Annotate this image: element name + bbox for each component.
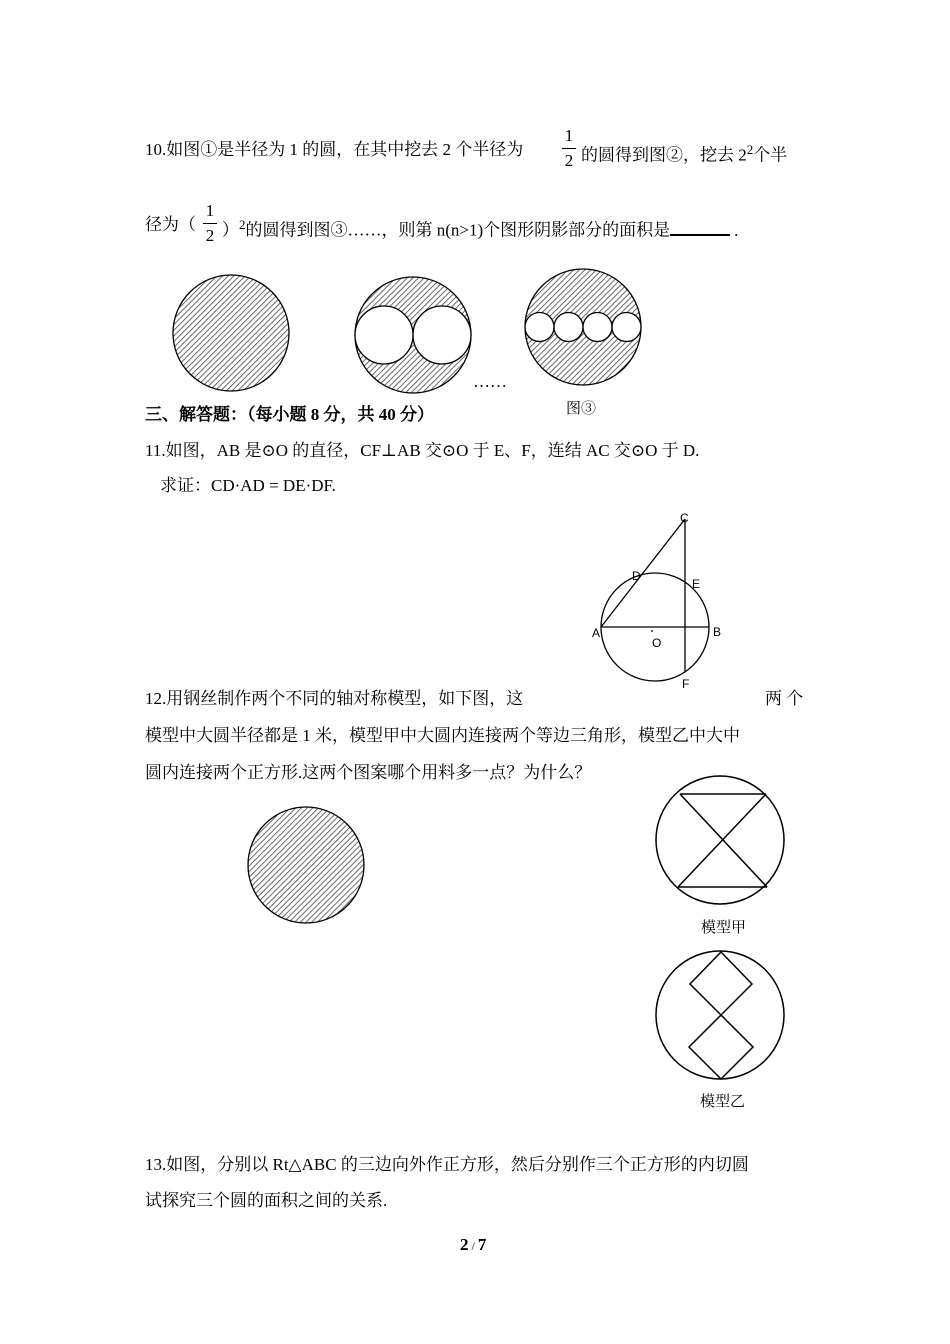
q11-label-b: B (713, 625, 722, 639)
fraction-numerator: 1 (205, 201, 215, 220)
model-b-figure (656, 951, 784, 1079)
q10-fig3-caption: 图③ (566, 401, 597, 417)
fraction-denominator: 2 (564, 151, 574, 170)
q10-line1-superscript: 2 (746, 142, 754, 157)
q10-fraction-half-2 (203, 201, 217, 246)
q11-line2: 求证：CD·AD = DE·DF. (160, 476, 336, 495)
q10-line2-superscript: 2 (239, 217, 246, 232)
q10-ellipsis: …… (473, 372, 507, 391)
section-3-heading: 三、解答题：（每小题 8 分，共 40 分） (145, 405, 434, 424)
q10-line2-text-b: ） (222, 220, 239, 240)
page-separator: / (468, 1239, 478, 1253)
q10-line2-tail (222, 214, 738, 242)
q13-line2: 试探究三个圆的面积之间的关系. (145, 1191, 388, 1210)
fraction-bar (562, 148, 576, 149)
fraction-denominator: 2 (205, 226, 215, 245)
q12-line2: 模型中大圆半径都是 1 米，模型甲中大圆内连接两个等边三角形，模型乙中大中 (145, 726, 740, 745)
q12-line1-b: 两 个 (765, 689, 804, 708)
fraction-numerator: 1 (564, 126, 574, 145)
q11-label-o: O (652, 636, 662, 650)
q11-label-e: E (692, 577, 701, 591)
q10-line1-text-a: 10.如图①是半径为 1 的圆，在其中挖去 2 个半径为 (145, 140, 524, 159)
current-page: 2 (460, 1235, 469, 1254)
q12-line3: 圆内连接两个正方形.这两个图案哪个用料多一点？为什么？ (145, 763, 592, 782)
q10-line1-text-c: 个半 (753, 145, 788, 165)
q10-fraction-half (562, 126, 576, 171)
q10-line2-text-a: 径为（ (145, 215, 196, 234)
q11-circle-figure (601, 519, 709, 681)
q11-label-a: A (592, 626, 601, 640)
q11-label-c: C (680, 511, 689, 525)
q10-line2-text-c: 的圆得到图③……，则第 n(n>1)个图形阴影部分的面积是 (245, 220, 671, 240)
model-a-figure (656, 776, 784, 904)
q13-line1: 13.如图，分别以 Rt△ABC 的三边向外作正方形，然后分别作三个正方形的内切圆 (145, 1155, 749, 1174)
q10-line1-text-b: 的圆得到图②，挖去 2 (581, 145, 747, 165)
q10-line2-head (145, 214, 196, 236)
q10-line1-tail (581, 139, 787, 167)
page-number (460, 1235, 486, 1255)
model-a-caption: 模型甲 (701, 920, 747, 936)
q11-line1: 11.如图，AB 是⊙O 的直径，CF⊥AB 交⊙O 于 E、F，连结 AC 交⊙O 于 D. (145, 441, 700, 460)
q10-figure-2 (355, 277, 471, 393)
q11-label-d: D (632, 569, 641, 583)
model-b-caption: 模型乙 (700, 1094, 746, 1110)
q10-figure-1 (173, 275, 289, 391)
q12-line1-a: 12.用钢丝制作两个不同的轴对称模型，如下图，这 (145, 689, 524, 708)
q10-figure-3 (525, 269, 641, 385)
total-pages: 7 (477, 1235, 487, 1254)
q11-label-f: F (682, 677, 690, 691)
fraction-bar (203, 223, 217, 224)
q10-line1 (145, 139, 523, 161)
answer-blank[interactable] (670, 233, 730, 236)
q12-hatched-circle (248, 807, 364, 923)
q10-line2-end: . (734, 220, 739, 240)
